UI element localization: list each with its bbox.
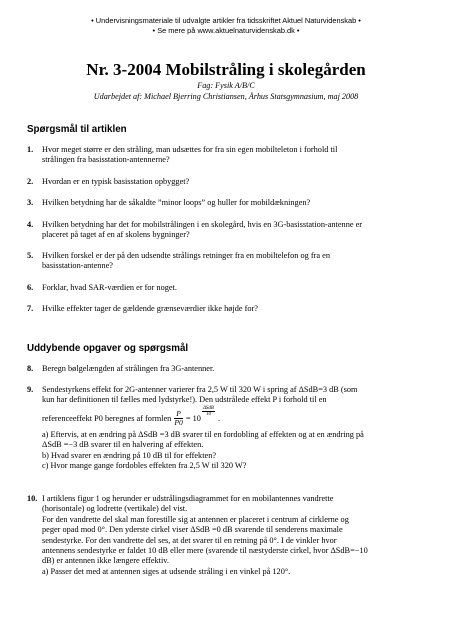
exercise-text: antennens sendestyrke er faldet 10 dB eller mere (svarende til næstyderste cirkel, hvor ΔSdB=−10 [42, 546, 368, 556]
question-text: basisstation-antenne? [42, 261, 113, 271]
exercise-text: I artiklens figur 1 og herunder er udstrålingsdiagrammet for en mobilantennes vandrette [42, 494, 334, 503]
question-text: Hvor meget større er den stråling, man udsættes for fra sin egen mobilteleton i forhold til [42, 145, 338, 154]
header-banner-line1: • Undervisningsmateriale til udvalgte artikler fra tidsskriftet Aktuel Naturvidenskab • [91, 16, 361, 25]
exercise-number: 10. [27, 494, 38, 503]
formula-fraction [174, 410, 182, 427]
exercise-part-a: a) Passer det med at antennen siges at udsende stråling i en vinkel på 120°. [42, 566, 291, 576]
exercise-part-b: b) Hvad svarer en ændring på 10 dB til for effekten? [42, 450, 217, 460]
exercise-text: kun har definitionen til fælles med lydstyrke!). Den udstrålede effekt P i forhold til en [42, 395, 327, 405]
question-number: 7. [27, 304, 34, 313]
exercise-text: dB) er antennen ikke længere effektiv. [42, 556, 169, 566]
author-line: Udarbejdet af: Michael Bjerring Christiansen, Århus Statsgymnasium, maj 2008 [93, 92, 359, 101]
exercise-text: referenceeffekt P0 beregnes af formlen [42, 413, 172, 423]
question-number: 1. [27, 145, 34, 154]
question-text: Hvilken betydning har det for mobilstrålingen i en skolegård, hvis en 3G-basisstation-antenne er [42, 220, 363, 229]
section-heading-exercises: Uddybende opgaver og spørgsmål [27, 343, 189, 354]
question-number: 5. [27, 251, 34, 260]
formula-end: . [218, 413, 221, 423]
exercise-text: sendestyrke. For den vandrette del ses, at det svarer til en retning på 0°. I de vinkler hvor [42, 535, 337, 545]
section-heading-questions: Spørgsmål til artiklen [27, 124, 127, 135]
exponent-denominator: 10 [205, 411, 211, 417]
exercise-text: Beregn bølgelængden af strålingen fra 3G-antenner. [42, 364, 215, 373]
exercise-part-c: c) Hvor mange gange fordobles effekten fra 2,5 W til 320 W? [42, 461, 247, 471]
exercise-number: 8. [27, 364, 34, 373]
header-banner-line2: • Se mere på www.aktuelnaturvidenskab.dk • [152, 26, 300, 35]
fraction-numerator: P [176, 409, 181, 419]
question-text: Hvilken betydning har de såkaldte ”minor loops” og huller for mobildækningen? [42, 198, 311, 207]
exercise-part-a: a) Eftervis, at en ændring på ΔSdB =3 dB svarer til en fordobling af effekten og at en ændring på [42, 429, 364, 439]
exercise-text: For den vandrette del skal man forestille sig at antennen er placeret i centrum af cirklerne og [42, 514, 349, 524]
question-text: strålingen fra basisstation-antennerne? [42, 155, 170, 165]
question-text: Hvordan er en typisk basisstation opbygget? [42, 177, 190, 186]
formula-equals: = 10 [185, 413, 201, 423]
subject-line: Fag: Fysik A/B/C [197, 81, 255, 90]
formula-line [42, 406, 426, 428]
exercise-text: peger opad mod 0°. Den yderste cirkel viser ΔSdB =0 dB svarende til senderens maximale [42, 525, 343, 535]
formula-exponent [202, 406, 215, 417]
fraction-denominator: P0 [174, 418, 183, 428]
question-number: 4. [27, 220, 34, 229]
document-title: Nr. 3-2004 Mobilstråling i skolegården [86, 60, 366, 79]
exercise-part-a-cont: ΔSdB =−3 dB svarer til en halvering af effekten. [42, 440, 204, 450]
question-text: placeret på taget af en af skolens bygninger? [42, 230, 190, 240]
exercise-text: Sendestyrkens effekt for 2G-antenner varierer fra 2,5 W til 320 W i spring af ΔSdB=3 dB (som [42, 385, 358, 394]
exponent-numerator: ΔSdB [202, 405, 214, 411]
question-text: Hvilke effekter tager de gældende grænseværdier ikke højde for? [42, 304, 258, 313]
exercise-number: 9. [27, 385, 34, 394]
question-number: 3. [27, 198, 34, 207]
exercise-text: (horisontale) og lodrette (vertikale) del vist. [42, 504, 188, 514]
question-text: Hvilken forskel er der på den udsendte strålings retninger fra en mobiltelefon og fra en [42, 251, 330, 260]
question-number: 2. [27, 177, 34, 186]
question-number: 6. [27, 283, 34, 292]
question-text: Forklar, hvad SAR-værdien er for noget. [42, 283, 177, 292]
